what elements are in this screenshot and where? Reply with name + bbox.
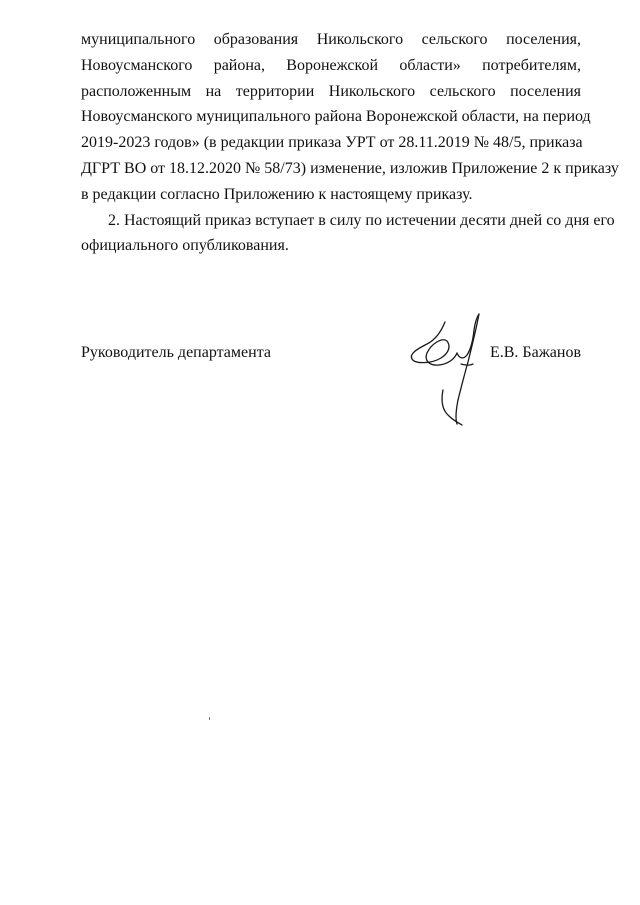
paragraph-1-line: Новоусманского района, Воронежской области» потребителям, xyxy=(81,56,581,74)
paragraph-1-line: Новоусманского муниципального района Воронежской области, на период xyxy=(81,108,591,126)
paragraph-1-line: расположенным на территории Никольского сельского поселения xyxy=(81,82,581,100)
signature-block xyxy=(81,340,581,366)
document-body xyxy=(81,27,619,259)
paragraph-1-line: в редакции согласно Приложению к настоящему приказу. xyxy=(81,185,473,203)
paragraph-1-line: ДГРТ ВО от 18.12.2020 № 58/73) изменение, изложив Приложение 2 к приказу xyxy=(81,159,619,177)
signatory-name: Е.В. Бажанов xyxy=(489,344,581,361)
paragraph-1-line: 2019-2023 годов» (в редакции приказа УРТ от 28.11.2019 № 48/5, приказа xyxy=(81,134,583,152)
paragraph-2-line: официального опубликования. xyxy=(81,237,289,255)
scan-speck xyxy=(209,717,210,720)
paragraph-1-line: муниципального образования Никольского сельского поселения, xyxy=(81,31,581,48)
paragraph-2-line: 2. Настоящий приказ вступает в силу по истечении десяти дней со дня его xyxy=(108,211,615,229)
signatory-title: Руководитель департамента xyxy=(81,344,271,361)
handwritten-signature xyxy=(405,308,497,428)
